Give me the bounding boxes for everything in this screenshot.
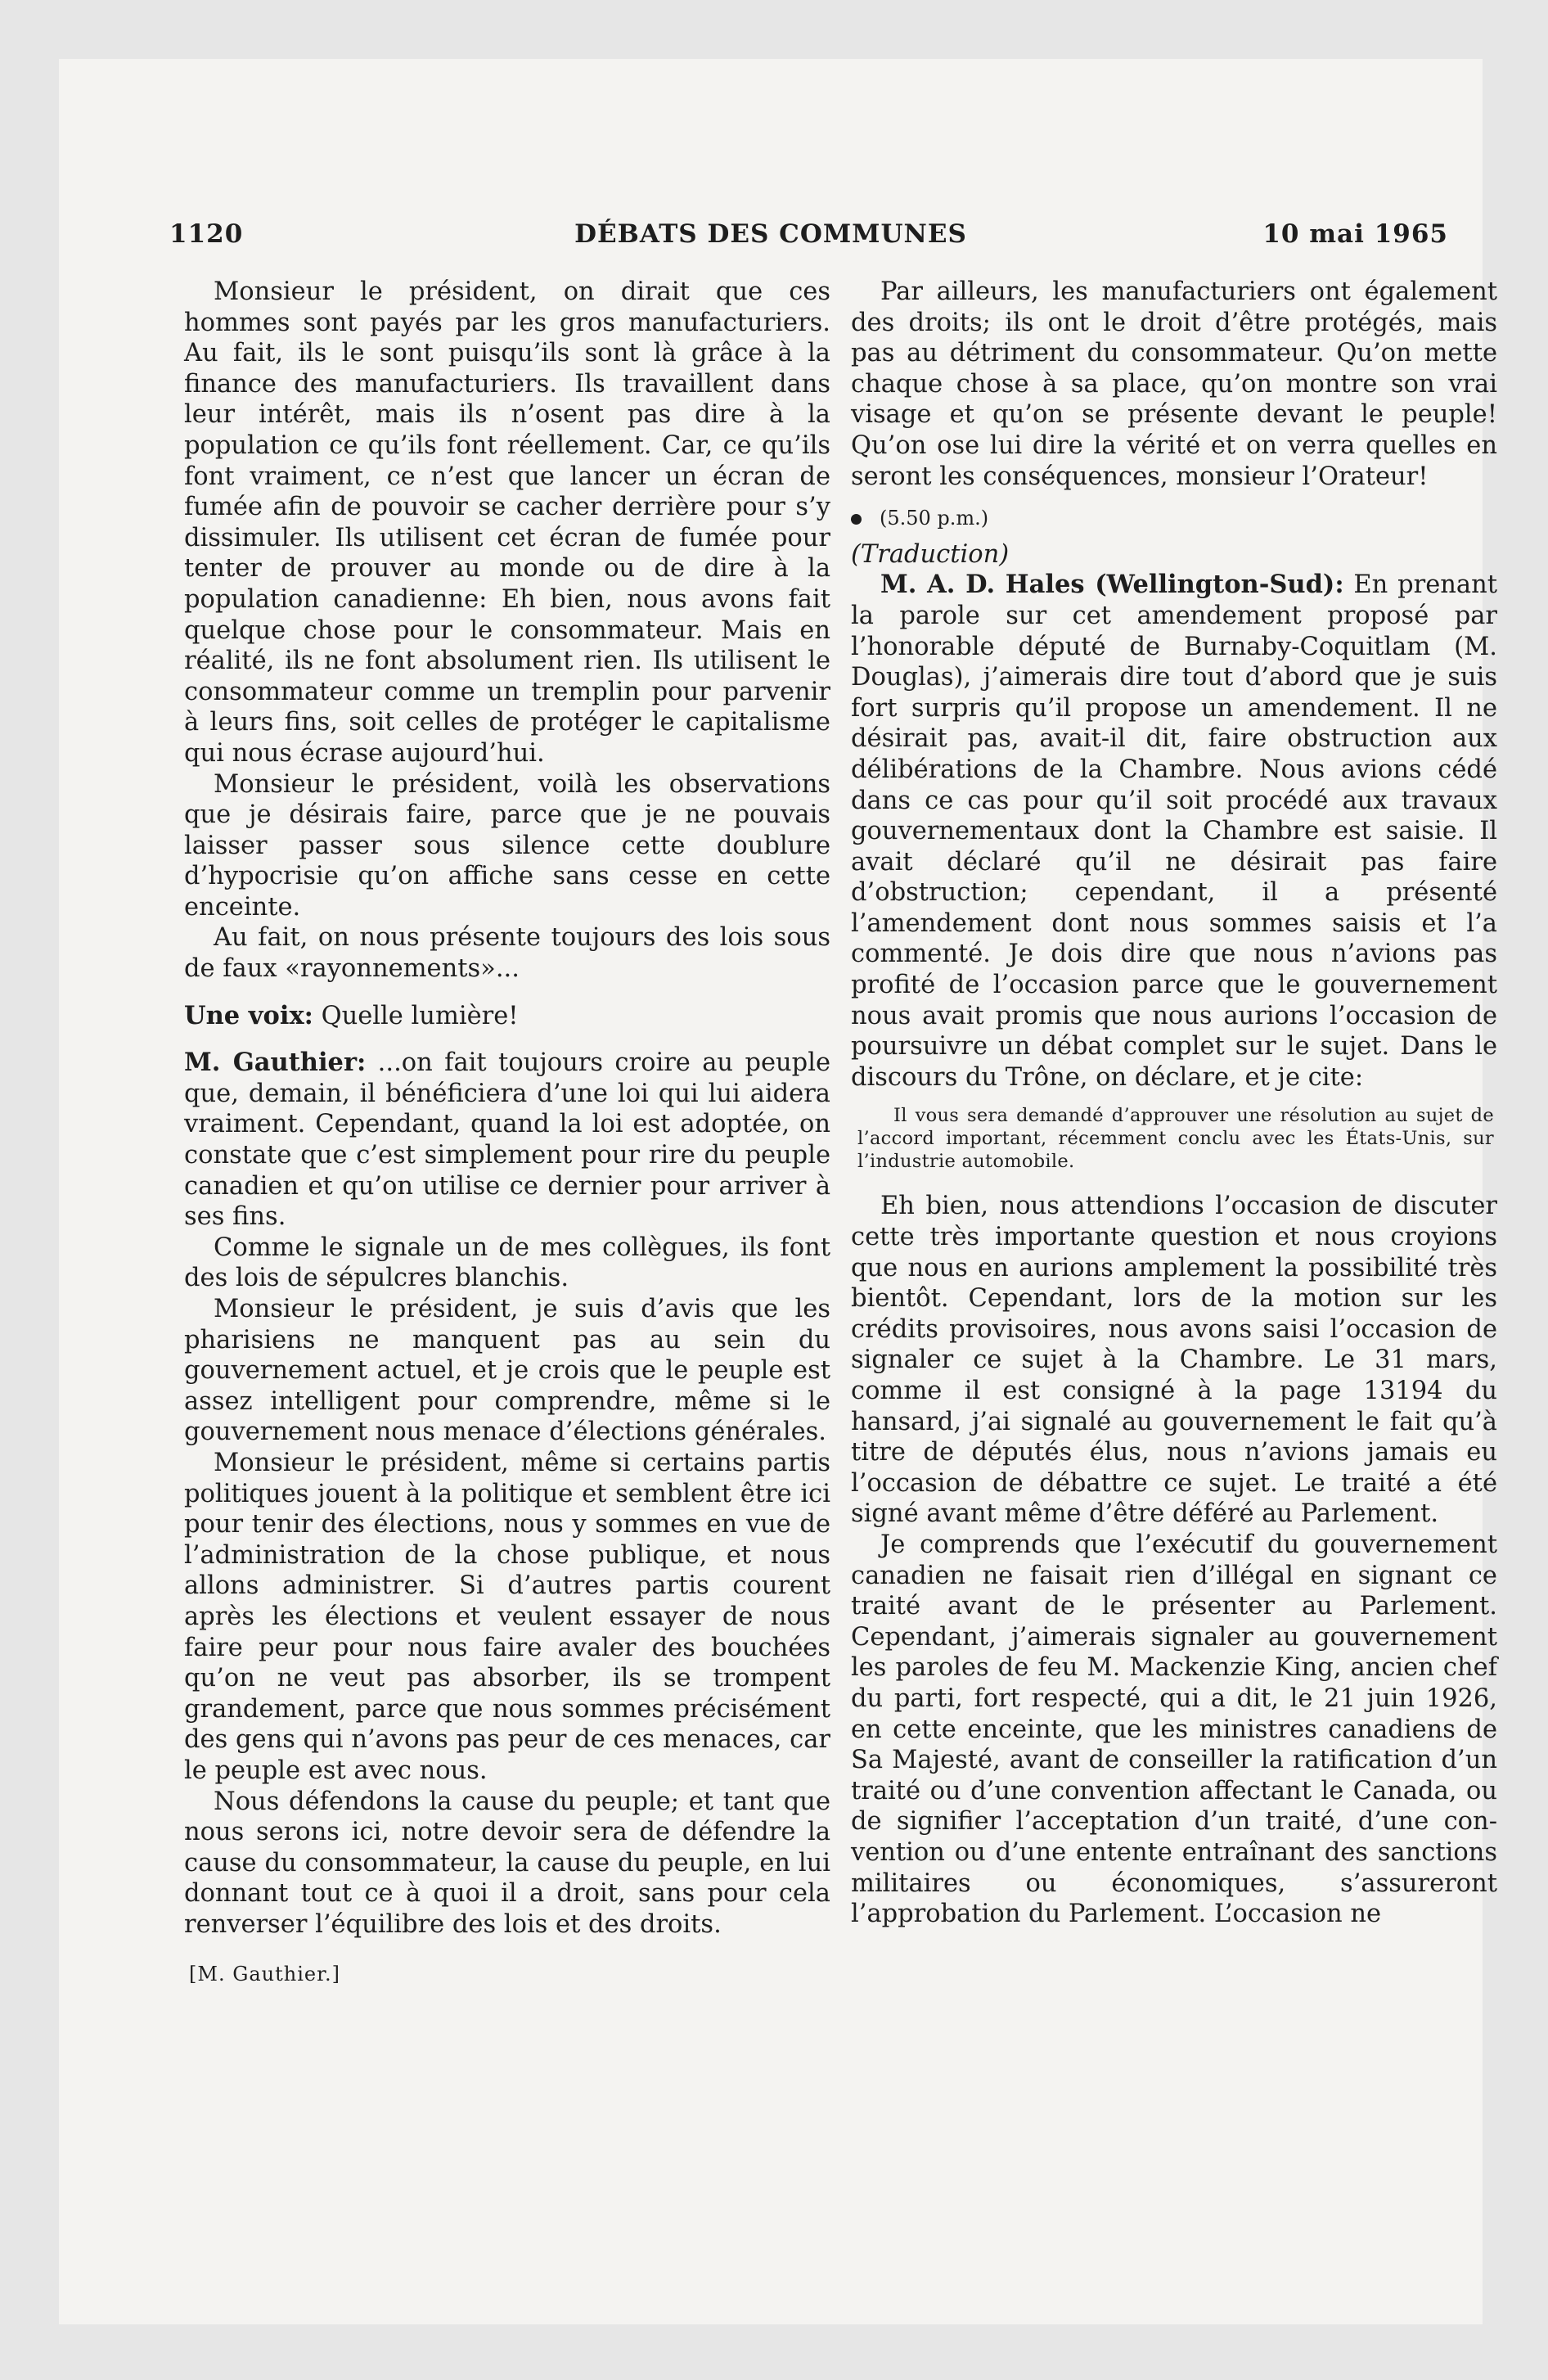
paragraph: Comme le signale un de mes collègues, ils font des lois de sépulcres blanchis. xyxy=(184,1233,830,1293)
translation-note: (Traduction) xyxy=(851,539,1010,569)
paragraph: Monsieur le président, je suis d’avis que les pharisiens ne manquent pas au sein du gouvernement actuel, et je crois que le peuple est assez intelligent pour comprendre, même si le gouvernement nous menace d’élections générales. xyxy=(184,1295,830,1447)
paragraph: Je comprends que l’exécutif du gouvernement canadien ne faisait rien d’illégal en signant ce traité avant de le présenter au Parlement. Cependant, j’aimerais signaler au gouvernement les paroles de feu M. Mackenzie King, ancien chef du parti, fort respecté, qui a dit, le 21 juin 1926, en cette enceinte, que les ministres canadiens de Sa Majesté, avant de conseiller la ratification d’un traité ou d’une convention affectant le Canada, ou de signifier l’acceptation d’un traité, d’une convention ou d’une entente entraînant des sanctions militaires ou économiques, s’assureront l’approbation du Parlement. L’occasion ne xyxy=(851,1530,1497,1929)
right-column xyxy=(851,277,1497,1930)
block-quote: Il vous sera demandé d’approuver une résolution au sujet de l’accord important, récemment conclu avec les États-Unis, sur l’industrie automobile. xyxy=(857,1105,1494,1173)
page-header xyxy=(59,219,1483,255)
speaker-footer: [M. Gauthier.] xyxy=(189,1963,340,1986)
paragraph: Eh bien, nous attendions l’occasion de discuter cette très importante question et nous croyions que nous en aurions amplement la possibilité très bientôt. Cependant, lors de la motion sur les crédits provisoires, nous avons saisi l’occasion de signaler ce sujet à la Chambre. Le 31 mars, comme il est consigné à la page 13194 du hansard, j’ai signalé au gouvernement le fait qu’à titre de députés élus, nous n’avions jamais eu l’occasion de débattre ce sujet. Le traité a été signé avant même d’être déféré au Parlement. xyxy=(851,1192,1497,1529)
speech-interjection xyxy=(184,1001,830,1032)
paragraph: Monsieur le président, même si certains partis politiques jouent à la politique et semblent être ici pour tenir des élections, nous y sommes en vue de l’administration de la chose publique, et nous allons administrer. Si d’autres partis courent après les élections et veulent essayer de nous faire peur pour nous faire avaler des bouchées qu’on ne veut pas absorber, ils se trompent grandement, parce que nous sommes précisément des gens qui n’avons pas peur de ces menaces, car le peuple est avec nous. xyxy=(184,1448,830,1785)
paragraph: Nous défendons la cause du peuple; et tant que nous serons ici, notre devoir sera de défendre la cause du consommateur, la cause du peuple, en lui donnant tout ce à quoi il a droit, sans pour cela renverser l’équilibre des lois et des droits. xyxy=(184,1787,830,1939)
paragraph: Par ailleurs, les manufacturiers ont également des droits; ils ont le droit d’être protégés, mais pas au détriment du consommateur. Qu’on mette chaque chose à sa place, qu’on montre son vrai visage et qu’on se présente devant le peuple! Qu’on ose lui dire la vérité et on verra quelles en seront les conséquences, monsieur l’Orateur! xyxy=(851,277,1497,491)
paragraph: Au fait, on nous présente toujours des lois sous de faux «rayonnements»... xyxy=(184,923,830,984)
bullet-icon xyxy=(851,514,862,525)
paragraph: Monsieur le président, voilà les observations que je désirais faire, parce que je ne pouvais laisser passer sous silence cette doublure d’hypocrisie qu’on affiche sans cesse en cette enceinte. xyxy=(184,769,830,922)
timestamp-text: (5.50 p.m.) xyxy=(880,507,989,530)
speaker-name: Une voix: xyxy=(184,1000,313,1030)
speech-text: ...on fait toujours croire au peuple que, demain, il bénéficiera d’une loi qui lui aidera vraiment. Cependant, quand la loi est adoptée, on constate que c’est simplement pour rire du peuple canadien et qu’on utilise ce dernier pour arriver à ses fins. xyxy=(184,1048,830,1232)
page-date: 10 mai 1965 xyxy=(1262,219,1448,249)
speech-paragraph xyxy=(184,1048,830,1233)
page-sheet xyxy=(59,59,1497,2324)
speaker-name: M. Gauthier: xyxy=(184,1048,367,1078)
speaker-name: M. A. D. Hales (Wellington-Sud): xyxy=(880,570,1344,600)
page-number: 1120 xyxy=(169,219,244,249)
publication-title: DÉBATS DES COMMUNES xyxy=(574,219,967,249)
speech-text: Quelle lumière! xyxy=(313,1001,519,1030)
speech-paragraph xyxy=(851,570,1497,1093)
timestamp xyxy=(851,503,1497,534)
left-column xyxy=(184,277,830,1990)
speech-text: En prenant la parole sur cet amendement proposé par l’honorable député de Burnaby-Coquitlam (M. Douglas), j’aimerais dire tout d’abord que je suis fort surpris qu’il propose un amendement. Il ne désirait pas, avait-il dit, faire obstruction aux délibérations de la Chambre. Nous avions cédé dans ce cas pour qu’il soit procédé aux travaux gouvernementaux dont la Chambre est saisie. Il avait déclaré qu’il ne désirait pas faire d’obstruction; cependant, il a présenté l’amendement dont nous sommes saisis et l’a commenté. Je dois dire que nous n’avions pas profité de l’occasion parce que le gouvernement nous avait promis que nous aurions l’occasion de poursuivre un débat complet sur le sujet. Dans le discours du Trône, on déclare, et je cite: xyxy=(851,570,1497,1092)
paragraph: Monsieur le président, on dirait que ces hommes sont payés par les gros manufacturiers. Au fait, ils le sont puisqu’ils sont là grâce à la finance des manufacturiers. Ils travaillent dans leur intérêt, mais ils n’osent pas dire à la population ce qu’ils font réellement. Car, ce qu’ils font vraiment, ce n’est que lancer un écran de fumée afin de pouvoir se cacher derrière pour s’y dissimuler. Ils utilisent cet écran de fumée pour tenter de prouver au monde ou de dire à la population canadienne: Eh bien, nous avons fait quelque chose pour le consommateur. Mais en réalité, ils ne font absolument rien. Ils utilisent le consommateur comme un tremplin pour parvenir à leurs fins, soit celles de protéger le capitalisme qui nous écrase aujourd’hui. xyxy=(184,277,830,768)
